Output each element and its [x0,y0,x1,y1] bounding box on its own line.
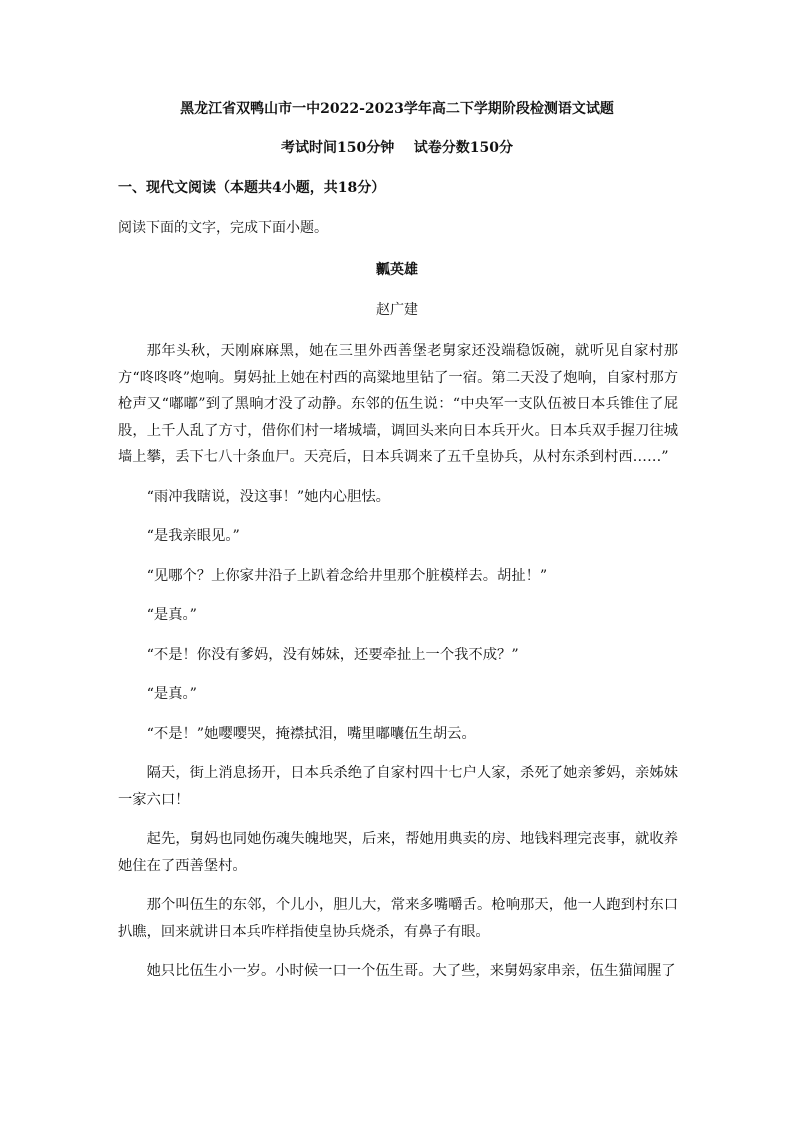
paragraph: “雨冲我瞎说，没这事！”她内心胆怯。 [146,488,390,505]
paragraph: “是真。” [146,686,197,702]
paragraph: “是我亲眼见。” [146,528,240,544]
paragraph: 她只比伍生小一岁。小时候一口一个伍生哥。大了些，来舅妈家串亲，伍生猫闻腥了 [146,963,676,979]
paragraph: “见哪个？上你家井沿子上趴着念给井里那个脏模样去。胡扯！” [146,567,548,584]
instruction-text: 阅读下面的文字，完成下面小题。 [118,220,328,236]
paragraph: “不是！你没有爹妈，没有姊妹，还要牵扯上一个我不成？” [146,646,519,663]
story-title: 瓤英雄 [376,262,418,278]
paragraph: 隔天，街上消息扬开，日本兵杀绝了自家村四十七户人家，杀死了她亲爹妈，亲姊妹一家六口！ [118,765,678,808]
paragraph: 起先，舅妈也同她伤魂失魄地哭，后来，帮她用典卖的房、地钱料理完丧事，就收养她住在了西善堡村。 [118,831,678,874]
section-heading: 一、现代文阅读（本题共4小题，共18分） [118,180,386,196]
paragraph: 那个叫伍生的东邻，个儿小，胆儿大，常来多嘴嚼舌。枪响那天，他一人跑到村东口扒瞧，回来就讲日本兵咋样指使皇协兵烧杀，有鼻子有眼。 [118,897,678,940]
paragraph: “是真。” [146,607,197,623]
story-body [118,338,678,985]
story-author: 赵广建 [376,302,418,318]
exam-info: 考试时间150分钟 试卷分数150分 [281,140,513,156]
paragraph: 那年头秋，天刚麻麻黑，她在三里外西善堡老舅家还没端稳饭碗，就听见自家村那方“咚咚咚”炮响。舅妈扯上她在村西的高粱地里钻了一宿。第二天没了炮响，自家村那方枪声又“嘟嘟”到了黑晌才没了动静。东邻的伍生说：“中央军一支队伍被日本兵锥住了屁股，上千人乱了方寸，借你们村一堵城墙，调回头来向日本兵开火。日本兵双手握刀往城墙上攀，丢下七八十条血尸。天亮后，日本兵调来了五千皇协兵，从村东杀到村西……” [118,343,678,465]
paragraph: “不是！”她嘤嘤哭，掩襟拭泪，嘴里嘟囔伍生胡云。 [146,725,476,742]
document-title: 黑龙江省双鸭山市一中2022-2023学年高二下学期阶段检测语文试题 [180,101,614,117]
